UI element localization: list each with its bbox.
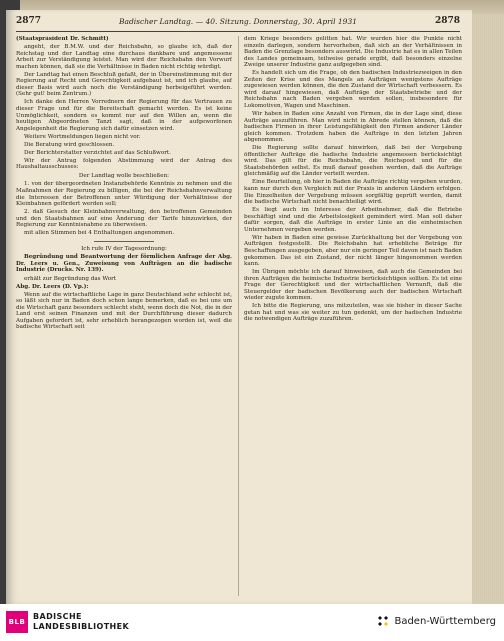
page-title: Badischer Landtag. — 40. Sitzung. Donnerstag, 30. April 1931 <box>118 17 358 26</box>
section-divider <box>94 241 154 242</box>
library-footer <box>0 604 504 641</box>
page-number-left: 2877 <box>16 16 42 26</box>
bw-brand-text: Baden-Württemberg <box>394 616 496 627</box>
page-number-right: 2878 <box>434 16 460 26</box>
paragraph: mit allen Stimmen bei 4 Enthaltungen angenommen. <box>24 230 175 237</box>
speaker-label: (Staatspräsident Dr. Schmitt) <box>16 36 109 42</box>
agenda-call: Ich rufe IV der Tagesordnung: <box>81 245 167 252</box>
paragraph: Ich danke den Herren Vorrednern der Regierung für das Vertrauen zu dieser Frage und für die Bereitschaft gemacht werden. Es ist keine Unmöglichkeit, sondern es kommt nur auf den Willen an, wenn die heutigen Abgeordneten Tanzt sagt, daß in der aufgeworfenen Angelegenheit die Regierung sich dafür einsetzen wird. <box>16 99 232 132</box>
speaker-label: Abg. Dr. Leers (D. Vp.): <box>16 283 89 290</box>
paragraph: Weitere Wortmeldungen liegen nicht vor. <box>24 133 141 140</box>
paragraph: Im Übrigen möchte ich darauf hinweisen, daß auch die Gemeinden bei ihren Aufträgen die heimische Industrie berücksichtigen sollten. Es ist eine Frage der Gerechtigkeit und der wirtschaftlichen Vernunft, daß die Steuergelder der badischen Bevölkerung auch der badischen Wirtschaft wieder zugute kommen. <box>244 269 462 302</box>
paragraph: Die Regierung sollte darauf hinwirken, daß bei der Vergebung öffentlicher Aufträge die badische Industrie angemessen berücksichtigt wird. Das gilt für die Reichsbahn, die Reichspost und für die Staatsbehörden selbst. Es muß darauf gesehen werden, daß die Aufträge gleichmäßig auf die Länder verteilt werden. <box>244 145 462 178</box>
header-rule <box>16 31 460 32</box>
paragraph: erhält zur Begründung das Wort <box>24 275 116 282</box>
motion-item: 1. von der übergeordneten Instanzbehörde Kenntnis zu nehmen und die Maßnahmen der Regierung zu billigen, die bei der Reichsbahnverwaltung die Interessen der Betroffenen unter Würdigung der Verhältnisse der Kleinbahnen gefördert werden soll; <box>16 181 232 208</box>
book-page <box>6 10 472 604</box>
agenda-item-title: Begründung und Beantwortung der förmlichen Anfrage der Abg. Dr. Leers u. Gen., Zuweisung von Aufträgen an die badische Industrie (Drucks. Nr. 139). <box>16 254 232 274</box>
blb-logo[interactable]: BLB <box>6 611 28 633</box>
library-name-line-2: LANDESBIBLIOTHEK <box>33 622 130 631</box>
motion-item: 2. daß Gesuch der Kleinbahnverwaltung, den betroffenen Gemeinden und den Staatsbahnen auf eine Änderung der Tarife hinzuwirken, der Regierung zur Kenntnisnahme zu überweisen. <box>16 209 232 229</box>
paragraph: angeht, der B.M.W. und der Reichsbahn, so glaube ich, daß der Reichstag und der Landtag eine durchaus dankbare und angemessene Arbeit zur Verständigung leistet. Man wird der Reichsbahn den Vorwurf machen können, daß sie die Verhältnisse in Baden nicht richtig würdigt. <box>16 44 232 70</box>
library-name[interactable] <box>33 612 129 632</box>
motion-heading: Der Landtag wolle beschließen: <box>78 172 170 179</box>
paragraph: Wir haben in Baden eine Anzahl von Firmen, die in der Lage sind, diese Aufträge auszuführen. Man wird nicht in Abrede stellen können, daß die badischen Firmen in ihrer Leistungsfähigkeit den Firmen anderer Länder gleich kommen. Trotzdem haben die Aufträge in den letzten Jahren abgenommen. <box>244 111 462 144</box>
paragraph: Wenn auf die wirtschaftliche Lage in ganz Deutschland sehr schlecht ist, so läßt sich nur in Baden doch schon lange bemerken, daß es bei uns um die Wirtschaft ganz besonders schlecht steht, wenn doch die Not, die in der Land erst seinen Finanzen und mit der Durchführung dieser dadurch Aufgaben gefordert ist, sehr erheblich herangezogen worden ist, weil die badische Wirtschaft seit <box>16 291 232 331</box>
paragraph: Ich bitte die Regierung, uns mitzuteilen, was sie bisher in dieser Sache getan hat und was sie weiter zu tun gedenkt, um der badischen Industrie die notwendigen Aufträge zuzuführen. <box>244 303 462 323</box>
paragraph: Es handelt sich um die Frage, ob den badischen Industriezweigen in den Zeiten der Krise und des Mangels an Aufträgen wenigstens Aufträge zugewiesen werden können, die den Zustand der Wirtschaft verbessern. Es wird darauf hingewiesen, daß Aufträge der Staatsbetriebe und der Reichsbahn nach Baden vergeben werden sollen, insbesondere für Lokomotiven, Wagen und Maschinen. <box>244 70 462 109</box>
bw-logo-icon <box>377 615 390 628</box>
book-fore-edge <box>470 14 504 604</box>
paragraph: Wir haben in Baden eine gewisse Zurückhaltung bei der Vergebung von Aufträgen festgestellt. Die Reichsbahn hat erhebliche Beträge für Beschaffungen ausgegeben, aber nur ein geringer Teil davon ist nach Baden gekommen. Das ist ein Zustand, der nicht länger hingenommen werden kann. <box>244 234 462 268</box>
left-column <box>16 36 232 596</box>
library-name-line-1: BADISCHE <box>33 612 82 621</box>
paragraph: dem Kriege besonders gelitten hat. Wir wurden hier die Punkte nicht einzeln darlegen, sondern hervorheben, daß sich an der Verhältnissen in Baden die Grenzlage besonders auswirkt. Die Industrie hat es in allen Teilen des Landes gemeinsam, teilweise gerade ergibt, daß besonders einzelne Zweige unserer Industrie ganz aufgegeben sind. <box>244 36 462 69</box>
paragraph: Wir der Antrag folgenden Abstimmung wird der Antrag des Haushaltausschusses: <box>16 157 232 171</box>
bw-brand[interactable] <box>377 615 496 628</box>
running-head <box>16 16 460 30</box>
paragraph: Es liegt auch im Interesse der Arbeitnehmer, daß die Betriebe beschäftigt sind und die Arbeitslosigkeit gemindert wird. Man soll daher dafür sorgen, daß die Aufträge in erster Linie an die einheimischen Unternehmen vergeben werden. <box>244 207 462 233</box>
right-column <box>244 36 462 596</box>
paragraph: Der Landtag hat einen Beschluß gefaßt, der in Übereinstimmung mit der Regierung auf Recht und Gerechtigkeit aufgebaut ist, und ich glaube, auf dieser Basis wird auch noch die Verständigung herbeigeführt werden. (Sehr gut! beim Zentrum.) <box>16 71 232 98</box>
paragraph: Der Berichterstatter verzichtet auf das Schlußwort. <box>24 149 171 156</box>
paragraph: Eine Beurteilung, ob hier in Baden die Aufträge richtig vergeben wurden, kann nur durch den Vergleich mit der Praxis in anderen Ländern erfolgen. Die Einzelheiten der Vergebung müssen sorgfältig geprüft werden, damit die badische Wirtschaft nicht benachteiligt wird. <box>244 179 462 206</box>
paragraph: Die Beratung wird geschlossen. <box>24 141 115 148</box>
column-divider <box>238 36 239 596</box>
